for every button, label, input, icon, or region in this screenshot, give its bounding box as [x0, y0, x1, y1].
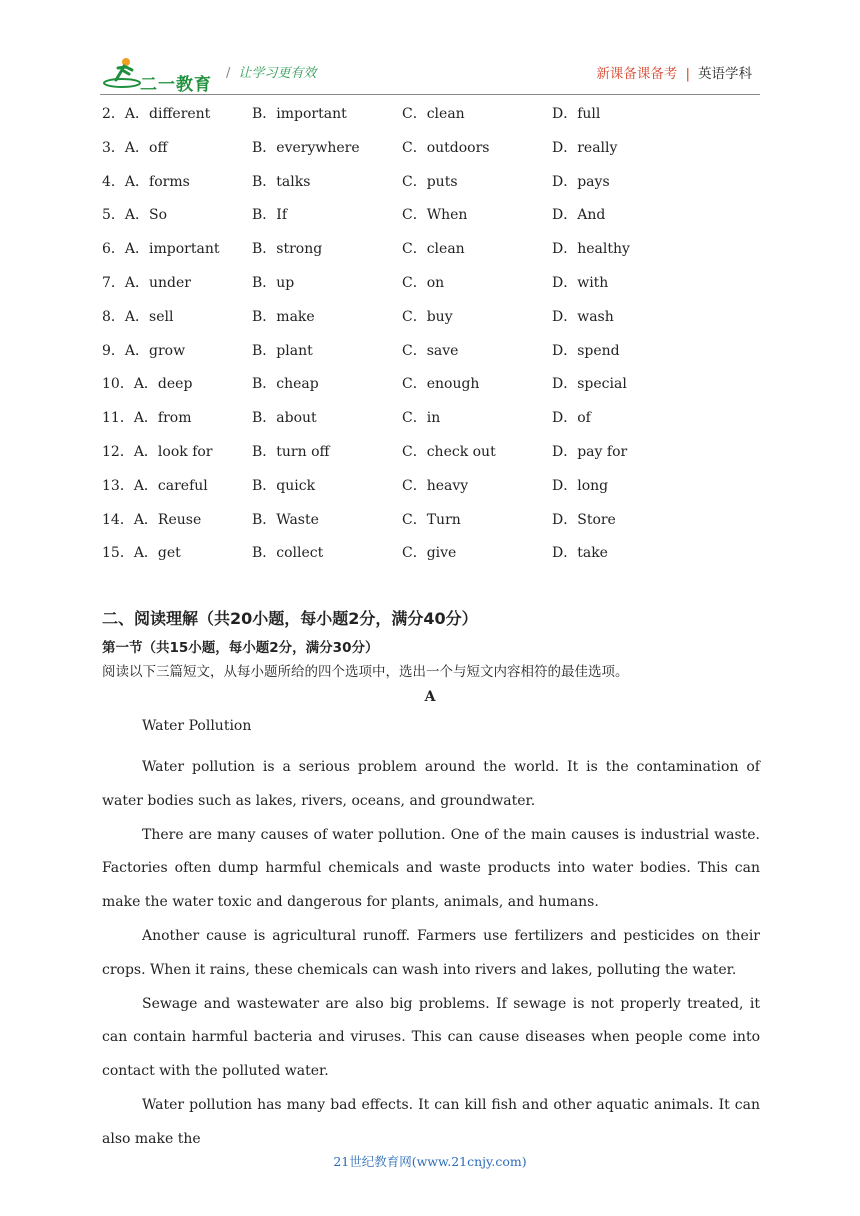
option-choice: 13．A．careful	[102, 477, 208, 494]
option-choice: B．important	[252, 106, 347, 122]
option-choice: B．up	[252, 274, 295, 291]
option-choice: 15．A．get	[102, 545, 181, 562]
option-choice: D．of	[552, 410, 591, 427]
option-row	[102, 373, 762, 407]
option-choice: D．spend	[552, 342, 620, 359]
option-choice: C．in	[402, 410, 441, 427]
option-row	[102, 238, 762, 272]
option-choice: D．really	[552, 139, 618, 156]
option-choice: D．full	[552, 106, 601, 122]
option-row	[102, 542, 762, 576]
page-header	[100, 50, 760, 95]
option-choice: C．give	[402, 545, 457, 562]
runner-logo-icon	[102, 56, 142, 90]
option-choice: 11．A．from	[102, 410, 192, 427]
option-choice: 12．A．look for	[102, 443, 213, 460]
course-label: 新课备课备考	[596, 66, 678, 82]
passage-body	[102, 751, 760, 1157]
option-choice: B．everywhere	[252, 139, 360, 156]
option-choice: D．special	[552, 376, 627, 393]
option-row	[102, 272, 762, 306]
option-choice: 14．A．Reuse	[102, 511, 202, 528]
option-choice: B．collect	[252, 545, 324, 562]
passage-paragraph: Sewage and wastewater are also big problems. If sewage is not properly treated, it can contain harmful bacteria and viruses. This can cause diseases when people come into contact with the polluted water.	[102, 995, 760, 1080]
subsection-title: 第一节（共15小题，每小题2分，满分30分）	[102, 640, 379, 656]
option-row	[102, 340, 762, 374]
option-choice: B．cheap	[252, 376, 319, 393]
option-choice: D．Store	[552, 511, 616, 528]
passage-paragraph: Water pollution has many bad effects. It can kill fish and other aquatic animals. It can also make the	[102, 1096, 760, 1147]
slogan	[226, 62, 316, 81]
cloze-options-list	[102, 103, 762, 576]
option-choice: D．pay for	[552, 443, 628, 460]
option-choice: C．puts	[402, 173, 458, 190]
option-choice: 9．A．grow	[102, 342, 186, 359]
option-row	[102, 441, 762, 475]
option-choice: B．strong	[252, 241, 323, 258]
option-choice: D．healthy	[552, 241, 630, 258]
option-choice: 3．A．off	[102, 139, 168, 156]
option-choice: C．buy	[402, 308, 453, 325]
passage-label: A	[424, 689, 436, 705]
option-choice: C．Turn	[402, 511, 461, 528]
logo-text: 二一教育	[140, 75, 212, 95]
option-choice: 6．A．important	[102, 241, 220, 258]
passage-title: Water Pollution	[142, 718, 252, 734]
option-choice: B．make	[252, 308, 315, 325]
option-choice: 8．A．sell	[102, 308, 174, 325]
option-choice: 2．A．different	[102, 106, 211, 122]
slogan-text: 让学习更有效	[238, 66, 317, 81]
option-row	[102, 509, 762, 543]
option-choice: C．clean	[402, 106, 465, 122]
option-choice: C．When	[402, 207, 468, 224]
header-separator: |	[685, 66, 690, 82]
option-choice: B．If	[252, 207, 287, 224]
option-choice: 7．A．under	[102, 274, 191, 291]
option-choice: 4．A．forms	[102, 173, 190, 190]
option-choice: D．And	[552, 207, 606, 224]
option-row	[102, 137, 762, 171]
option-choice: C．outdoors	[402, 139, 490, 156]
footer-link[interactable]: 21世纪教育网(www.21cnjy.com)	[333, 1154, 527, 1169]
option-choice: C．clean	[402, 241, 465, 258]
option-choice: C．heavy	[402, 477, 469, 494]
option-choice: D．with	[552, 274, 609, 291]
option-choice: C．save	[402, 342, 459, 359]
option-row	[102, 475, 762, 509]
option-row	[102, 306, 762, 340]
option-row	[102, 103, 762, 137]
option-choice: D．long	[552, 477, 609, 494]
option-row	[102, 407, 762, 441]
option-choice: B．Waste	[252, 511, 319, 528]
option-choice: B．turn off	[252, 443, 330, 460]
option-choice: C．check out	[402, 443, 496, 460]
slash-icon: /	[226, 66, 231, 81]
passage-paragraph: There are many causes of water pollution. One of the main causes is industrial waste. Factories often dump harmful chemicals and waste products into water bodies. This can make the water toxic and dangerous for plants, animals, and humans.	[102, 826, 760, 911]
option-choice: D．wash	[552, 308, 614, 325]
subject-label: 英语学科	[698, 66, 752, 82]
passage-paragraph: Water pollution is a serious problem around the world. It is the contamination of water bodies such as lakes, rivers, oceans, and groundwater.	[102, 759, 760, 809]
passage-paragraph: Another cause is agricultural runoff. Farmers use fertilizers and pesticides on their crops. When it rains, these chemicals can wash into rivers and lakes, polluting the water.	[102, 927, 760, 978]
option-choice: C．on	[402, 274, 445, 291]
option-row	[102, 171, 762, 205]
header-course-info	[596, 62, 752, 82]
option-choice: D．take	[552, 545, 608, 562]
option-choice: 10．A．deep	[102, 376, 193, 393]
instruction-text: 阅读以下三篇短文，从每小题所给的四个选项中，选出一个与短文内容相符的最佳选项。	[102, 664, 629, 680]
option-choice: C．enough	[402, 376, 480, 393]
option-choice: B．talks	[252, 173, 311, 190]
option-choice: D．pays	[552, 173, 610, 190]
option-row	[102, 204, 762, 238]
option-choice: B．plant	[252, 342, 313, 359]
option-choice: B．about	[252, 410, 317, 427]
option-choice: B．quick	[252, 477, 316, 494]
section-title: 二、阅读理解（共20小题，每小题2分，满分40分）	[102, 609, 478, 628]
logo	[102, 56, 216, 95]
option-choice: 5．A．So	[102, 207, 168, 224]
